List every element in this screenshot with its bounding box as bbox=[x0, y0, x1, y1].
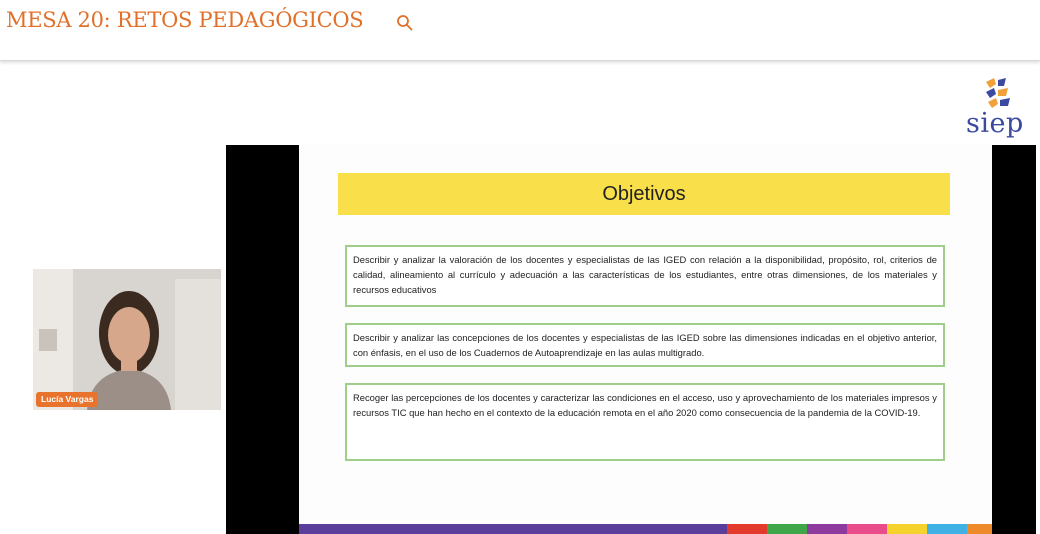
color-stripe bbox=[967, 524, 992, 534]
page-title: MESA 20: RETOS PEDAGÓGICOS bbox=[6, 8, 364, 32]
participant-name-badge: Lucía Vargas bbox=[36, 392, 98, 407]
color-stripe bbox=[847, 524, 887, 534]
participant-video-feed bbox=[33, 269, 221, 410]
slide-title: Objetivos bbox=[602, 182, 686, 205]
objective-box bbox=[345, 383, 945, 461]
objective-text: Describir y analizar las concepciones de los docentes y especialistas de las IGED sobre las dimensiones indicadas en el objetivo anterior, con énfasis, en el uso de los Cuadernos de Autoaprendizaje en las aulas multigrado. bbox=[353, 332, 937, 358]
top-header bbox=[0, 0, 1040, 61]
objective-text: Recoger las percepciones de los docentes y caracterizar las condiciones en el acceso, uso y aprovechamiento de los materiales impresos y recursos TIC que han hecho en el contexto de la educación remota en el año 2020 como consecuencia de la pandemia de la COVID-19. bbox=[353, 392, 937, 418]
search-icon[interactable] bbox=[395, 13, 415, 33]
color-stripe bbox=[767, 524, 807, 534]
color-stripe bbox=[299, 524, 727, 534]
objective-text: Describir y analizar la valoración de los docentes y especialistas de las IGED con relación a la disponibilidad, propósito, rol, criterios de calidad, alineamiento al currículo y adecuación a las características de los estudiantes, entre otras dimensiones, de los materiales y recursos educativos bbox=[353, 254, 937, 295]
color-stripe bbox=[807, 524, 847, 534]
objective-box bbox=[345, 245, 945, 307]
slide-color-bar bbox=[299, 524, 992, 534]
presentation-slide bbox=[299, 145, 992, 534]
color-stripe bbox=[927, 524, 967, 534]
slide-title-bar bbox=[338, 173, 950, 215]
objective-box bbox=[345, 323, 945, 367]
color-stripe bbox=[887, 524, 927, 534]
logo-mark-icon bbox=[964, 76, 1036, 110]
siep-logo bbox=[964, 76, 1036, 146]
participant-video[interactable] bbox=[33, 269, 221, 410]
logo-text: siep bbox=[966, 108, 1024, 139]
color-stripe bbox=[727, 524, 767, 534]
